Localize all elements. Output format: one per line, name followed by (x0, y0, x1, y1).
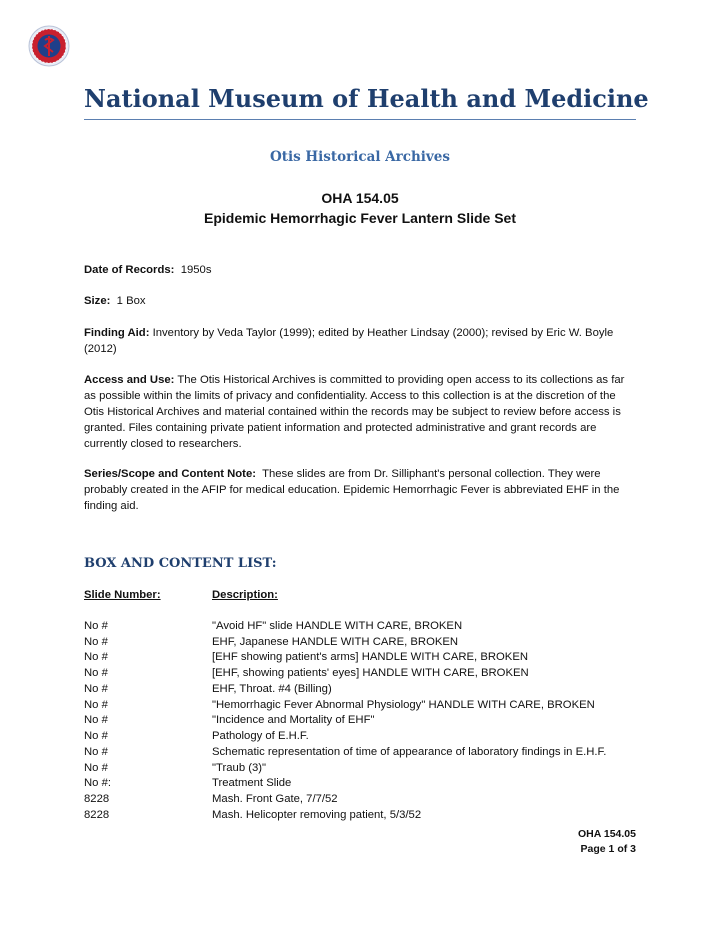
list-item (84, 808, 644, 824)
field-value: These slides are from Dr. Silliphant's personal collection. They were probably created in the AFIP for medical education. Epidemic Hemorrhagic Fever is abbreviated EHF in the finding aid. (84, 468, 620, 512)
box-content-heading: BOX AND CONTENT LIST: (84, 556, 277, 571)
list-item (84, 729, 644, 745)
field-value: Inventory by Veda Taylor (1999); edited by Heather Lindsay (2000); revised by Eric W. Boyle (2012) (84, 327, 614, 355)
slide-description: "Traub (3)" (212, 761, 267, 774)
list-item (84, 713, 644, 729)
page-title: National Museum of Health and Medicine (84, 84, 649, 113)
collection-id: OHA 154.05 (321, 190, 399, 206)
list-item (84, 776, 644, 792)
museum-seal-icon (28, 25, 70, 67)
slide-description: EHF, Throat. #4 (Billing) (212, 682, 332, 695)
list-item (84, 635, 644, 651)
slide-description: Mash. Front Gate, 7/7/52 (212, 793, 338, 805)
slide-list-header (84, 588, 644, 604)
field-value: 1950s (180, 264, 212, 276)
slide-number: 8228 (84, 808, 110, 821)
list-item (84, 619, 644, 635)
size-field (84, 293, 636, 309)
slide-number: 8228 (84, 793, 110, 805)
slide-description: Schematic representation of time of appearance of laboratory findings in E.H.F. (212, 745, 607, 758)
slide-number: No # (84, 698, 108, 711)
slide-description: "Avoid HF" slide HANDLE WITH CARE, BROKEN (212, 619, 463, 632)
title-divider (84, 119, 636, 120)
list-item (84, 666, 644, 682)
slide-number: No # (84, 745, 108, 758)
scope-note-field (84, 466, 636, 514)
slide-list (84, 588, 644, 824)
description-header: Description: (212, 589, 278, 601)
list-item (84, 698, 644, 714)
date-of-records (84, 262, 636, 278)
slide-description: EHF, Japanese HANDLE WITH CARE, BROKEN (212, 635, 459, 648)
slide-description: "Incidence and Mortality of EHF" (212, 714, 375, 727)
page-number: Page 1 of 3 (580, 843, 636, 855)
list-item (84, 745, 644, 761)
list-item (84, 792, 644, 808)
slide-rows (84, 619, 644, 824)
slide-number: No #: (84, 777, 112, 790)
field-label: Access and Use: (84, 374, 175, 386)
field-value: 1 Box (116, 295, 146, 307)
list-item (84, 650, 644, 666)
finding-aid-field (84, 325, 636, 357)
field-label: Series/Scope and Content Note: (84, 468, 256, 480)
slide-number: No # (84, 714, 108, 727)
slide-number: No # (84, 635, 108, 648)
list-item (84, 682, 644, 698)
slide-description: Pathology of E.H.F. (212, 730, 309, 742)
slide-description: Mash. Helicopter removing patient, 5/3/52 (212, 808, 422, 821)
archive-subtitle: Otis Historical Archives (270, 149, 450, 165)
field-value: The Otis Historical Archives is committed to providing open access to its collections as far as possible within the limits of privacy and confidentiality. Access to this collection is at the discretion of the Otis Historical Archives and material contained within the records may be subject to review before access is granted. Files containing private patient information and protected administrative and grant records are currently closed to researchers. (84, 374, 625, 450)
slide-number: No # (84, 619, 108, 632)
footer-doc-id: OHA 154.05 (578, 828, 636, 840)
slide-description: Treatment Slide (212, 777, 292, 790)
slide-description: [EHF, showing patients' eyes] HANDLE WITH CARE, BROKEN (212, 667, 529, 679)
slide-number: No # (84, 667, 108, 679)
collection-name: Epidemic Hemorrhagic Fever Lantern Slide Set (204, 210, 516, 226)
slide-description: "Hemorrhagic Fever Abnormal Physiology" HANDLE WITH CARE, BROKEN (212, 698, 595, 711)
list-item (84, 761, 644, 777)
field-label: Finding Aid: (84, 327, 150, 339)
access-field (84, 372, 636, 452)
slide-number: No # (84, 651, 108, 664)
field-label: Size: (84, 295, 111, 307)
slide-number: No # (84, 682, 108, 695)
field-label: Date of Records: (84, 264, 175, 276)
slide-number: No # (84, 730, 108, 742)
slide-description: [EHF showing patient's arms] HANDLE WITH CARE, BROKEN (212, 651, 529, 664)
slide-number-header: Slide Number: (84, 589, 161, 601)
slide-number: No # (84, 761, 108, 774)
